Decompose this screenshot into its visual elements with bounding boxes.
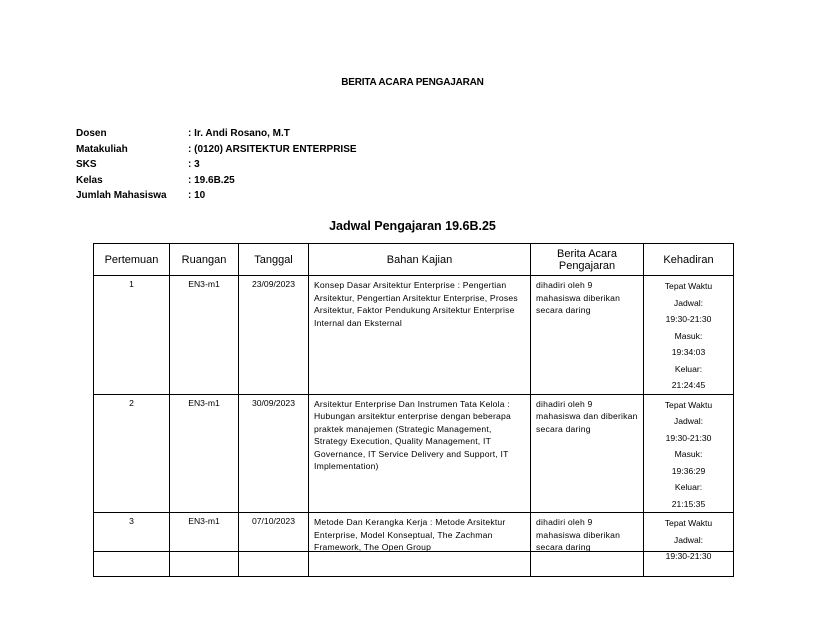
cell-pertemuan: 1 xyxy=(94,276,170,395)
kehadiran-line: 19:30-21:30 xyxy=(665,314,712,324)
cell-bahan-kajian: Konsep Dasar Arsitektur Enterprise : Pengertian Arsitektur, Pengertian Arsitektur Enterprise, Proses Arsitektur, Faktor Pendukung Arsitektur Enterprise Internal dan Eksternal xyxy=(309,276,531,395)
header-berita-acara: Berita Acara Pengajaran xyxy=(531,244,644,276)
info-label: Kelas xyxy=(76,174,103,186)
header-bahan-kajian: Bahan Kajian xyxy=(309,244,531,276)
cell-ruangan: EN3-m1 xyxy=(170,513,239,577)
cell-tanggal: 07/10/2023 xyxy=(239,513,309,577)
cell-bahan-kajian: Metode Dan Kerangka Kerja : Metode Arsitektur Enterprise, Model Konseptual, The Zachman Framework, The Open Group xyxy=(309,513,531,577)
info-row-dosen xyxy=(76,126,357,142)
document-title: BERITA ACARA PENGAJARAN xyxy=(341,77,484,88)
cell-berita-acara: dihadiri oleh 9 mahasiswa diberikan secara daring xyxy=(531,276,644,395)
cell-kehadiran xyxy=(644,394,734,513)
cell-pertemuan: 3 xyxy=(94,513,170,577)
kehadiran-line: Tepat Waktu xyxy=(664,281,713,291)
header-kehadiran: Kehadiran xyxy=(644,244,734,276)
kehadiran-line: 21:15:35 xyxy=(671,498,706,509)
kehadiran-line: Masuk: xyxy=(674,449,703,459)
cell-berita-acara: dihadiri oleh 9 mahasiswa diberikan secara daring xyxy=(531,513,644,577)
cell-tanggal: 30/09/2023 xyxy=(239,394,309,513)
cell-ruangan: EN3-m1 xyxy=(170,394,239,513)
kehadiran-line: 19:36:29 xyxy=(671,465,706,476)
info-label: Dosen xyxy=(76,128,107,140)
info-value: : 19.6B.25 xyxy=(188,174,235,186)
kehadiran-line: Keluar: xyxy=(674,363,703,374)
info-value: : Ir. Andi Rosano, M.T xyxy=(188,128,290,140)
kehadiran-line: 21:24:45 xyxy=(671,380,706,390)
kehadiran-line: 19:30-21:30 xyxy=(665,432,712,443)
cell-kehadiran xyxy=(644,513,734,577)
cell-kehadiran xyxy=(644,276,734,395)
table-row xyxy=(94,513,734,577)
info-value: : (0120) ARSITEKTUR ENTERPRISE xyxy=(188,143,357,155)
header-tanggal: Tanggal xyxy=(239,244,309,276)
info-value: : 10 xyxy=(188,190,206,202)
info-row-jumlah-mahasiswa xyxy=(76,188,357,204)
kehadiran-line: Tepat Waktu xyxy=(664,399,713,410)
kehadiran-line: 19:34:03 xyxy=(671,347,706,357)
kehadiran-line: Jadwal: xyxy=(673,416,704,426)
cell-berita-acara: dihadiri oleh 9 mahasiswa dan diberikan secara daring xyxy=(531,394,644,513)
info-label: Jumlah Mahasiswa xyxy=(76,190,167,202)
kehadiran-line: Keluar: xyxy=(674,482,703,492)
info-label: Matakuliah xyxy=(76,143,128,155)
info-value: : 3 xyxy=(188,159,200,171)
table-row xyxy=(94,276,734,395)
table-header-row xyxy=(94,244,734,276)
info-row-sks xyxy=(76,157,357,173)
kehadiran-line: Tepat Waktu xyxy=(664,518,713,528)
cell-ruangan: EN3-m1 xyxy=(170,276,239,395)
table-row xyxy=(94,394,734,513)
info-label: SKS xyxy=(76,159,97,171)
course-info xyxy=(76,126,357,204)
kehadiran-line: Masuk: xyxy=(674,330,703,341)
schedule-title: Jadwal Pengajaran 19.6B.25 xyxy=(329,219,496,233)
header-ruangan: Ruangan xyxy=(170,244,239,276)
schedule-table-container xyxy=(93,243,733,561)
kehadiran-line: 19:30-21:30 xyxy=(665,551,712,561)
kehadiran-line: Jadwal: xyxy=(673,297,704,308)
cell-pertemuan: 2 xyxy=(94,394,170,513)
schedule-table xyxy=(93,243,734,577)
header-pertemuan: Pertemuan xyxy=(94,244,170,276)
info-row-kelas xyxy=(76,173,357,189)
cell-bahan-kajian: Arsitektur Enterprise Dan Instrumen Tata Kelola : Hubungan arsitektur enterprise dengan beberapa praktek manajemen (Strategic Management, Strategy Execution, Quality Management, IT Governance, IT Service Delivery and Support, IT Implementation) xyxy=(309,394,531,513)
kehadiran-line: Jadwal: xyxy=(673,534,704,545)
info-row-matakuliah xyxy=(76,142,357,158)
cell-tanggal: 23/09/2023 xyxy=(239,276,309,395)
